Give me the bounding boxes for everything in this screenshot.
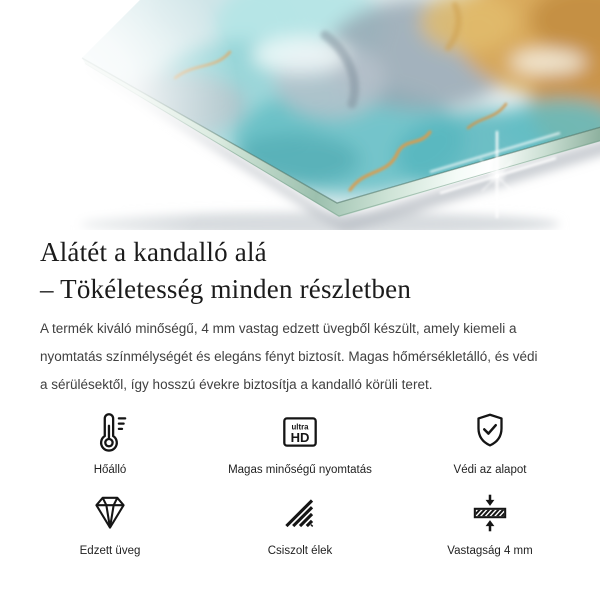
diamond-icon [87, 490, 133, 536]
polished-edges-icon [277, 490, 323, 536]
feature-label: Védi az alapot [453, 464, 527, 476]
content-area [0, 234, 600, 557]
white-fade-overlay [0, 0, 600, 230]
feature-base-protection [395, 409, 585, 476]
product-description: A termék kiváló minőségű, 4 mm vastag edzett üvegből készült, amely kiemeli a nyomtatás színmélységét és elegáns fényt biztosít. Magas hőmérsékletálló, és védi a sérülésektől, így hosszú évekre biztosítja a kandalló körüli teret. [40, 321, 538, 392]
features-grid [15, 409, 585, 557]
feature-polished-edges [205, 490, 395, 557]
feature-label: Hőálló [93, 464, 127, 476]
shield-check-icon [467, 409, 513, 455]
ultra-hd-icon [277, 409, 323, 455]
ultra-hd-icon-text-bottom: HD [290, 429, 310, 445]
thickness-4mm-icon [467, 490, 513, 536]
ultra-hd-icon-text-top: ultra [291, 422, 309, 432]
title-line-2: – Tökéletesség minden részletben [40, 274, 412, 304]
feature-label: Vastagság 4 mm [447, 545, 533, 557]
feature-print-quality [205, 409, 395, 476]
feature-heat-resistant [15, 409, 205, 476]
feature-tempered-glass [15, 490, 205, 557]
feature-thickness [395, 490, 585, 557]
page-title [40, 234, 560, 308]
product-photo-art [0, 0, 600, 230]
product-photo [0, 0, 600, 230]
thermometer-icon [87, 409, 133, 455]
feature-label: Edzett üveg [79, 545, 141, 557]
feature-label: Magas minőségű nyomtatás [228, 464, 372, 476]
feature-label: Csiszolt élek [267, 545, 333, 557]
title-line-1: Alátét a kandalló alá [40, 237, 267, 267]
